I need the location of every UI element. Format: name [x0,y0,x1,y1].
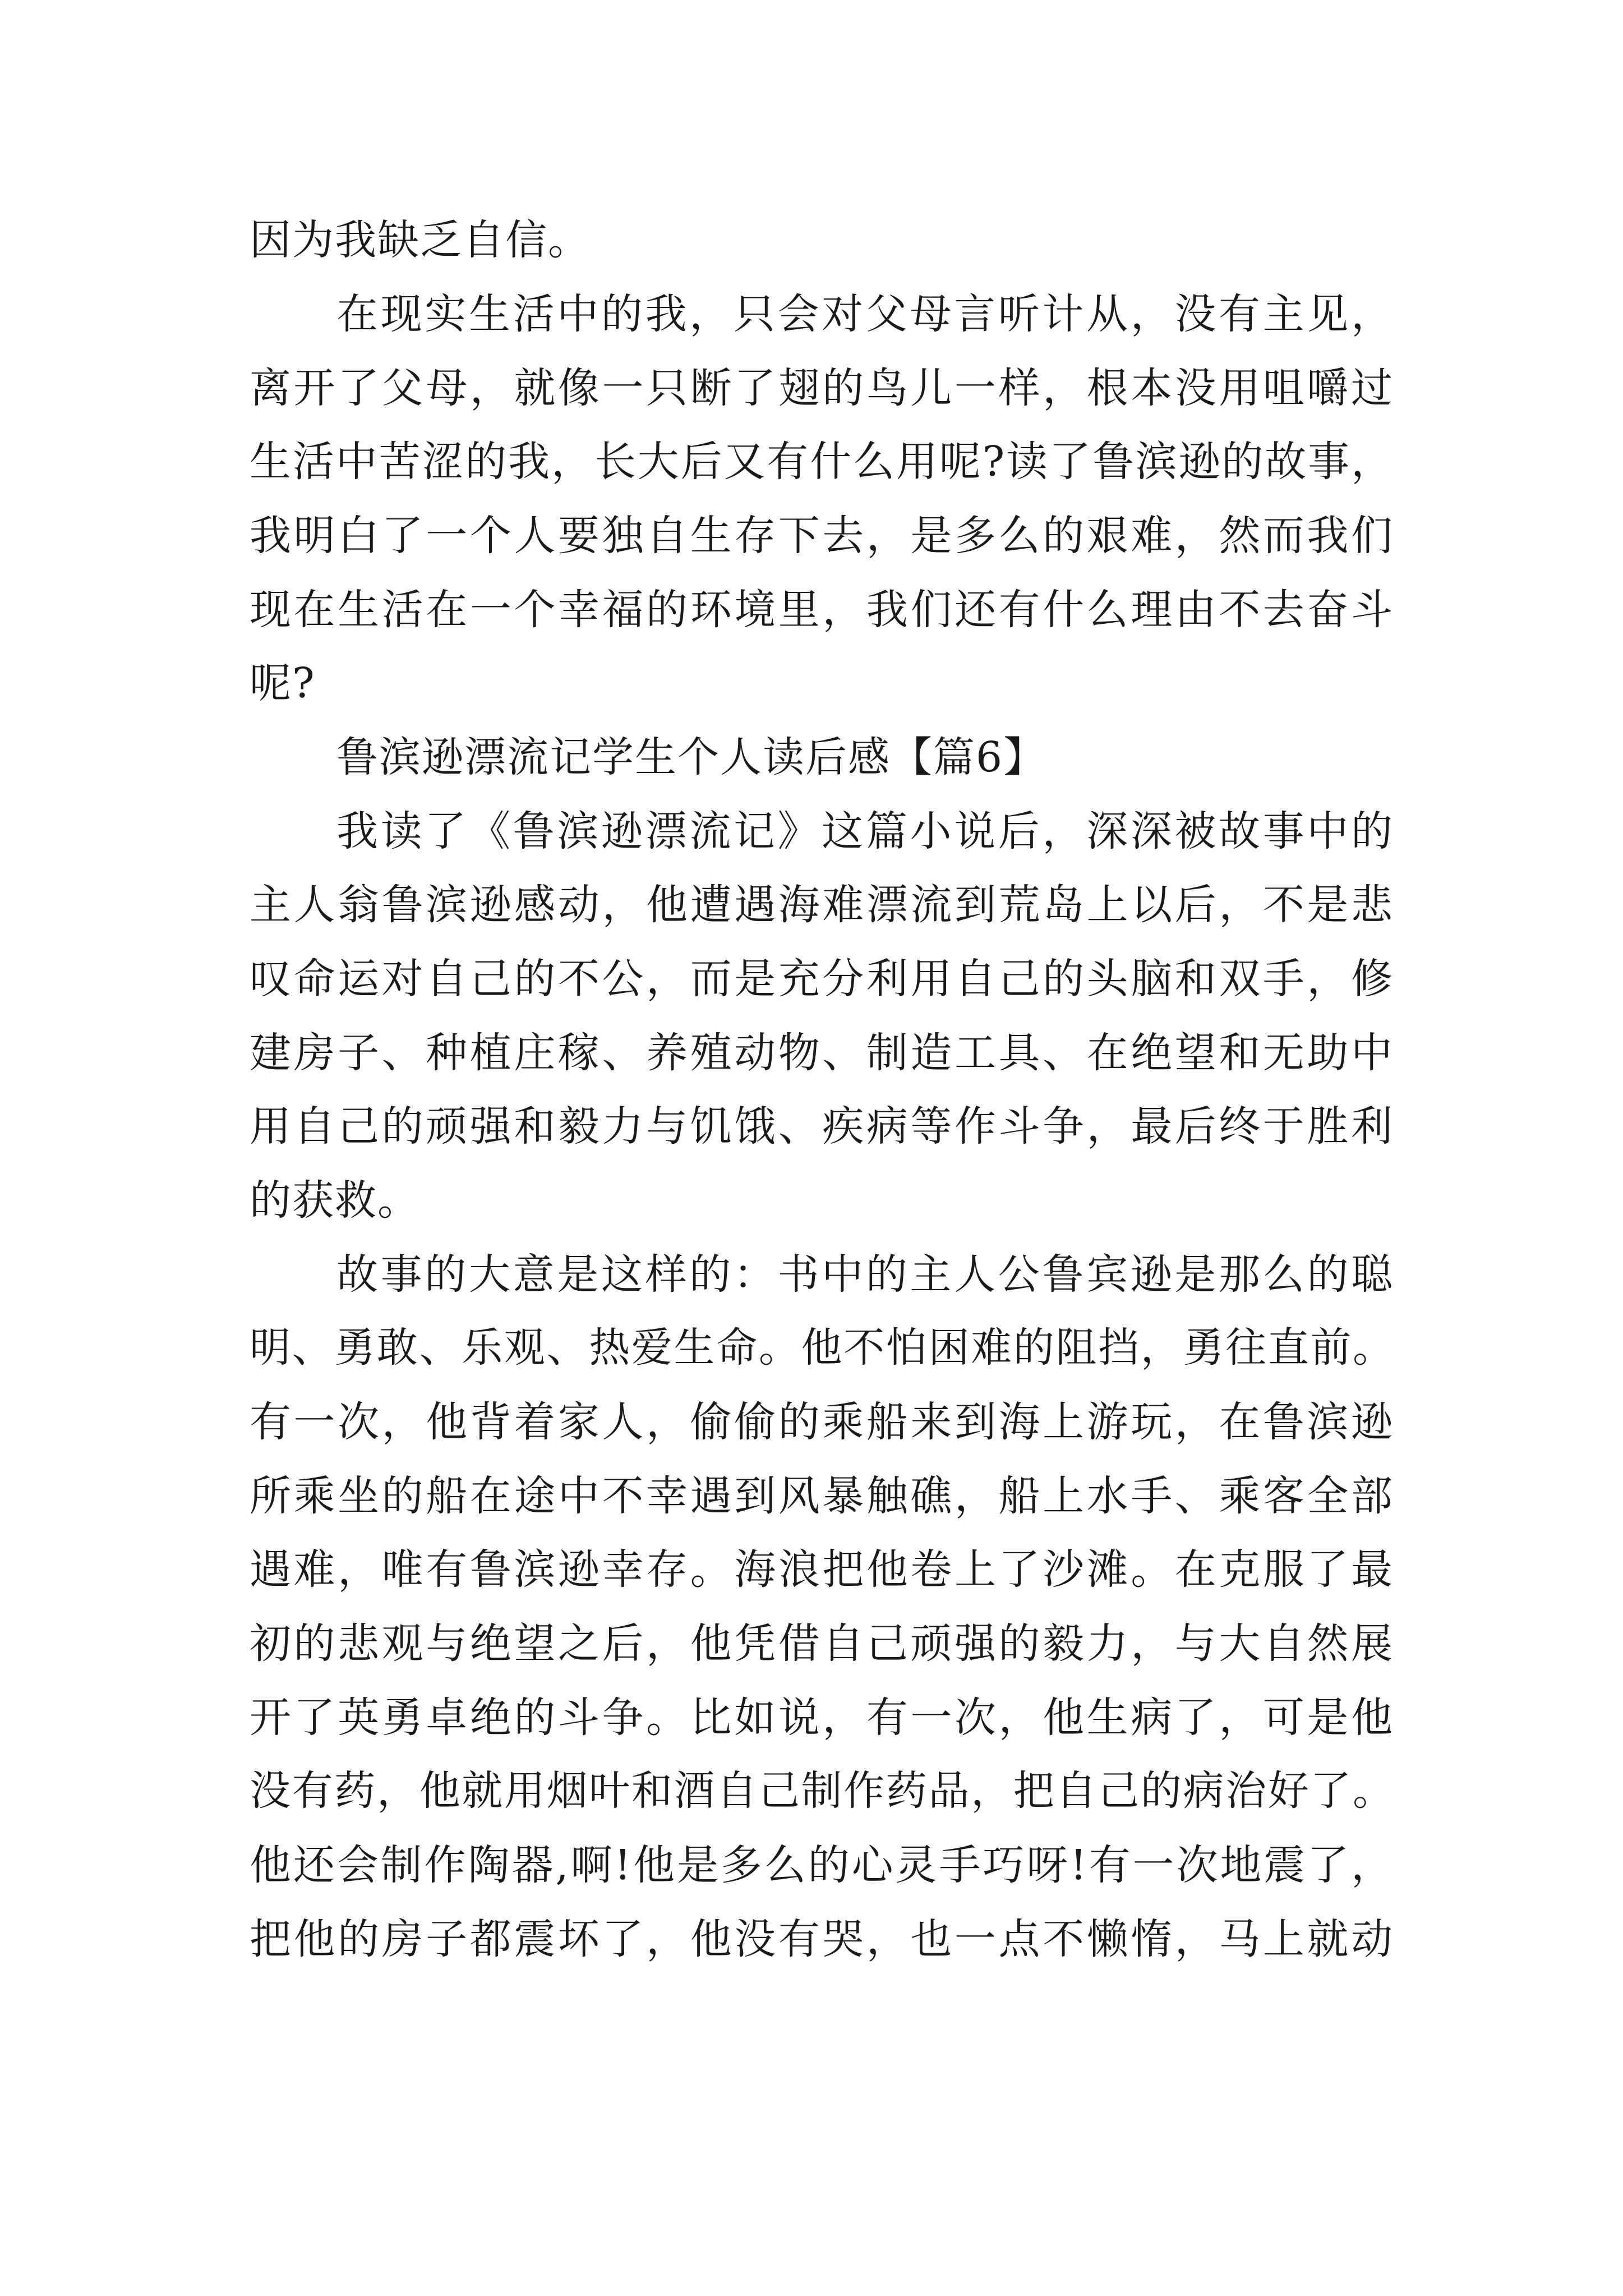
text-line: 没有药，他就用烟叶和酒自己制作药品，把自己的病治好了。 [250,1767,1394,1815]
text-line: 所乘坐的船在途中不幸遇到风暴触礁，船上水手、乘客全部 [250,1472,1394,1520]
text-line: 建房子、种植庄稼、养殖动物、制造工具、在绝望和无助中 [250,1029,1394,1077]
text-line: 生活中苦涩的我，长大后又有什么用呢?读了鲁滨逊的故事， [250,438,1394,486]
text-line: 在现实生活中的我，只会对父母言听计从，没有主见， [336,290,1394,338]
text-line: 呢? [250,659,316,707]
text-line: 离开了父母，就像一只断了翅的鸟儿一样，根本没用咀嚼过 [250,364,1394,412]
text-line: 我明白了一个人要独自生存下去，是多么的艰难，然而我们 [250,512,1394,560]
text-line: 初的悲观与绝望之后，他凭借自己顽强的毅力，与大自然展 [250,1619,1394,1668]
text-line: 我读了《鲁滨逊漂流记》这篇小说后，深深被故事中的 [336,807,1394,855]
text-line: 用自己的顽强和毅力与饥饿、疾病等作斗争，最后终于胜利 [250,1102,1394,1151]
text-line: 把他的房子都震坏了，他没有哭，也一点不懒惰，马上就动 [250,1915,1394,1963]
text-line: 现在生活在一个幸福的环境里，我们还有什么理由不去奋斗 [250,586,1394,634]
text-line: 遇难，唯有鲁滨逊幸存。海浪把他卷上了沙滩。在克服了最 [250,1545,1394,1594]
text-line: 故事的大意是这样的：书中的主人公鲁宾逊是那么的聪 [336,1250,1394,1299]
text-line: 因为我缺乏自信。 [250,216,591,264]
text-line: 有一次，他背着家人，偷偷的乘船来到海上游玩，在鲁滨逊 [250,1398,1394,1446]
text-line: 叹命运对自己的不公，而是充分利用自己的头脑和双手，修 [250,955,1394,1003]
section-heading: 鲁滨逊漂流记学生个人读后感【篇6】 [336,733,1046,781]
text-line: 开了英勇卓绝的斗争。比如说，有一次，他生病了，可是他 [250,1694,1394,1742]
text-line: 明、勇敢、乐观、热爱生命。他不怕困难的阻挡，勇往直前。 [250,1324,1394,1372]
text-line: 的获救。 [250,1176,420,1225]
text-line: 他还会制作陶器,啊!他是多么的心灵手巧呀!有一次地震了， [250,1841,1394,1889]
text-line: 主人翁鲁滨逊感动，他遭遇海难漂流到荒岛上以后，不是悲 [250,881,1394,929]
